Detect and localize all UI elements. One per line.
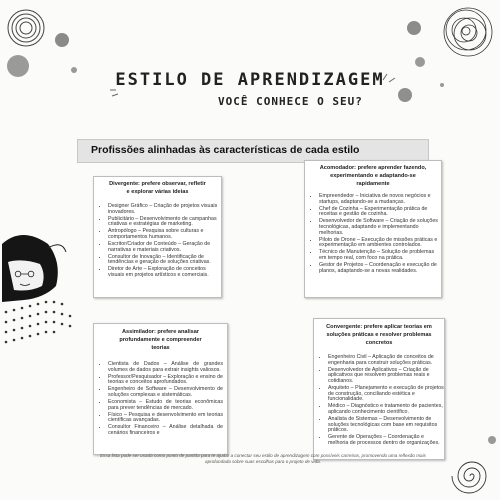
gray-circle-decoration (398, 88, 412, 102)
card-assimilador (93, 323, 228, 455)
list-item: • Economista – Estudo de teorias econômicas para prever tendências de mercado. (108, 400, 223, 411)
card-title: Convergente: prefere aplicar teorias em soluções práticas e resolver problemas concretos (326, 324, 432, 346)
gray-circle-decoration (55, 33, 69, 47)
gray-circle-decoration (488, 436, 496, 444)
list-item: • Engenheiro Civil – Aplicação de conceitos de engenharia para construir soluções práticas. (328, 355, 444, 366)
list-item: • Desenvolvedor de Aplicativos – Criação de aplicativos que resolvem problemas reais e cotidianos. (328, 368, 444, 385)
list-item: • Engenheiro de Software – Desenvolvimento de soluções complexas e sistemáticas. (108, 387, 223, 398)
list-item: • Consultor Financeiro – Análise detalhada de cenários financeiros e (108, 425, 223, 436)
gray-circle-decoration (407, 21, 421, 35)
list-item: • Técnico de Manutenção – Solução de problemas em tempo real, com foco na prática. (319, 250, 441, 261)
concentric-circles-decoration (8, 10, 44, 46)
profession-list (94, 362, 227, 437)
list-item: • Publicitário – Desenvolvimento de campanhas criativas e estratégias de marketing. (108, 217, 221, 228)
girl-illustration (2, 235, 66, 302)
list-item: • Antropólogo – Pesquisa sobre culturas e comportamentos humanos. (108, 229, 221, 240)
list-item: • Professor/Pesquisador – Exploração e ensino de teorias e conceitos aprofundados. (108, 375, 223, 386)
list-item: • Consultor de Inovação – Identificação de tendências e geração de soluções criativas. (108, 255, 221, 266)
dotted-pattern-decoration (5, 301, 72, 344)
profession-list (314, 355, 444, 446)
card-title: Assimilador: prefere analisar profundamente e compreender teorias (119, 329, 202, 351)
card-divergente (93, 176, 222, 298)
list-item: • Arquiteto – Planejamento e execução de projetos de construção, conciliando estética e funcionalidade. (328, 386, 444, 403)
card-title: Divergente: prefere observar, refletir e explorar várias ideias (109, 181, 206, 195)
page-title: ESTILO DE APRENDIZAGEM (115, 70, 385, 90)
scribble-ball-decoration (444, 8, 492, 56)
list-item: • Escritor/Criador de Conteúdo – Geração de narrativas e materiais criativos. (108, 242, 221, 253)
profession-list (94, 204, 221, 279)
list-item: • Empreendedor – Iniciativa de novos negócios e startups, adaptando-se a mudanças. (319, 194, 441, 205)
page-subtitle: VOCÊ CONHECE O SEU? (218, 95, 363, 108)
footer-note: Essa lista pode ser usada como ponto de partida para te ajudar a conectar seu estilo de aprendizagem com possíveis carreiras, promovendo uma reflexão mais aprofundada sobre suas escolhas para o projeto de vida. (100, 453, 426, 464)
list-item: • Diretor de Arte – Exploração de conceitos visuais em projetos artísticos e comerciais. (108, 267, 221, 278)
list-item: • Chef de Cozinha – Experimentação prática de receitas e gestão de cozinha. (319, 207, 441, 218)
spiral-decoration (452, 462, 486, 493)
list-item: • Desenvolvedor de Software – Criação de soluções tecnológicas, adaptando e implementando melhorias. (319, 219, 441, 236)
banner-label: Profissões alinhadas às características de cada estilo (91, 144, 360, 156)
gray-circle-decoration (415, 57, 425, 67)
sparkle-decoration (110, 90, 118, 96)
list-item: • Médico – Diagnóstico e tratamento de pacientes, aplicando conhecimento científico. (328, 404, 444, 415)
list-item: • Piloto de Drone – Execução de missões práticas e experimentação em ambientes controlados. (319, 238, 441, 249)
list-item: • Cientista de Dados – Análise de grandes volumes de dados para extrair insights valiosos. (108, 362, 223, 373)
list-item: • Designer Gráfico – Criação de projetos visuais inovadores. (108, 204, 221, 215)
profession-list (305, 194, 441, 274)
list-item: • Gerente de Operações – Coordenação e melhoria de processos dentro de organizações. (328, 435, 444, 446)
card-convergente (313, 318, 445, 460)
card-acomodador (304, 160, 442, 298)
card-title: Acomodador: prefere aprender fazendo, experimentando e adaptando-se rapidamente (319, 165, 427, 187)
list-item: • Físico – Pesquisa e desenvolvimento em teorias científicas avançadas. (108, 413, 223, 424)
list-item: • Analista de Sistemas – Desenvolvimento de soluções tecnológicas com base em requisitos práticos. (328, 417, 444, 434)
list-item: • Gestor de Projetos – Coordenação e execução de planos, adaptando-se a novas realidades. (319, 263, 441, 274)
